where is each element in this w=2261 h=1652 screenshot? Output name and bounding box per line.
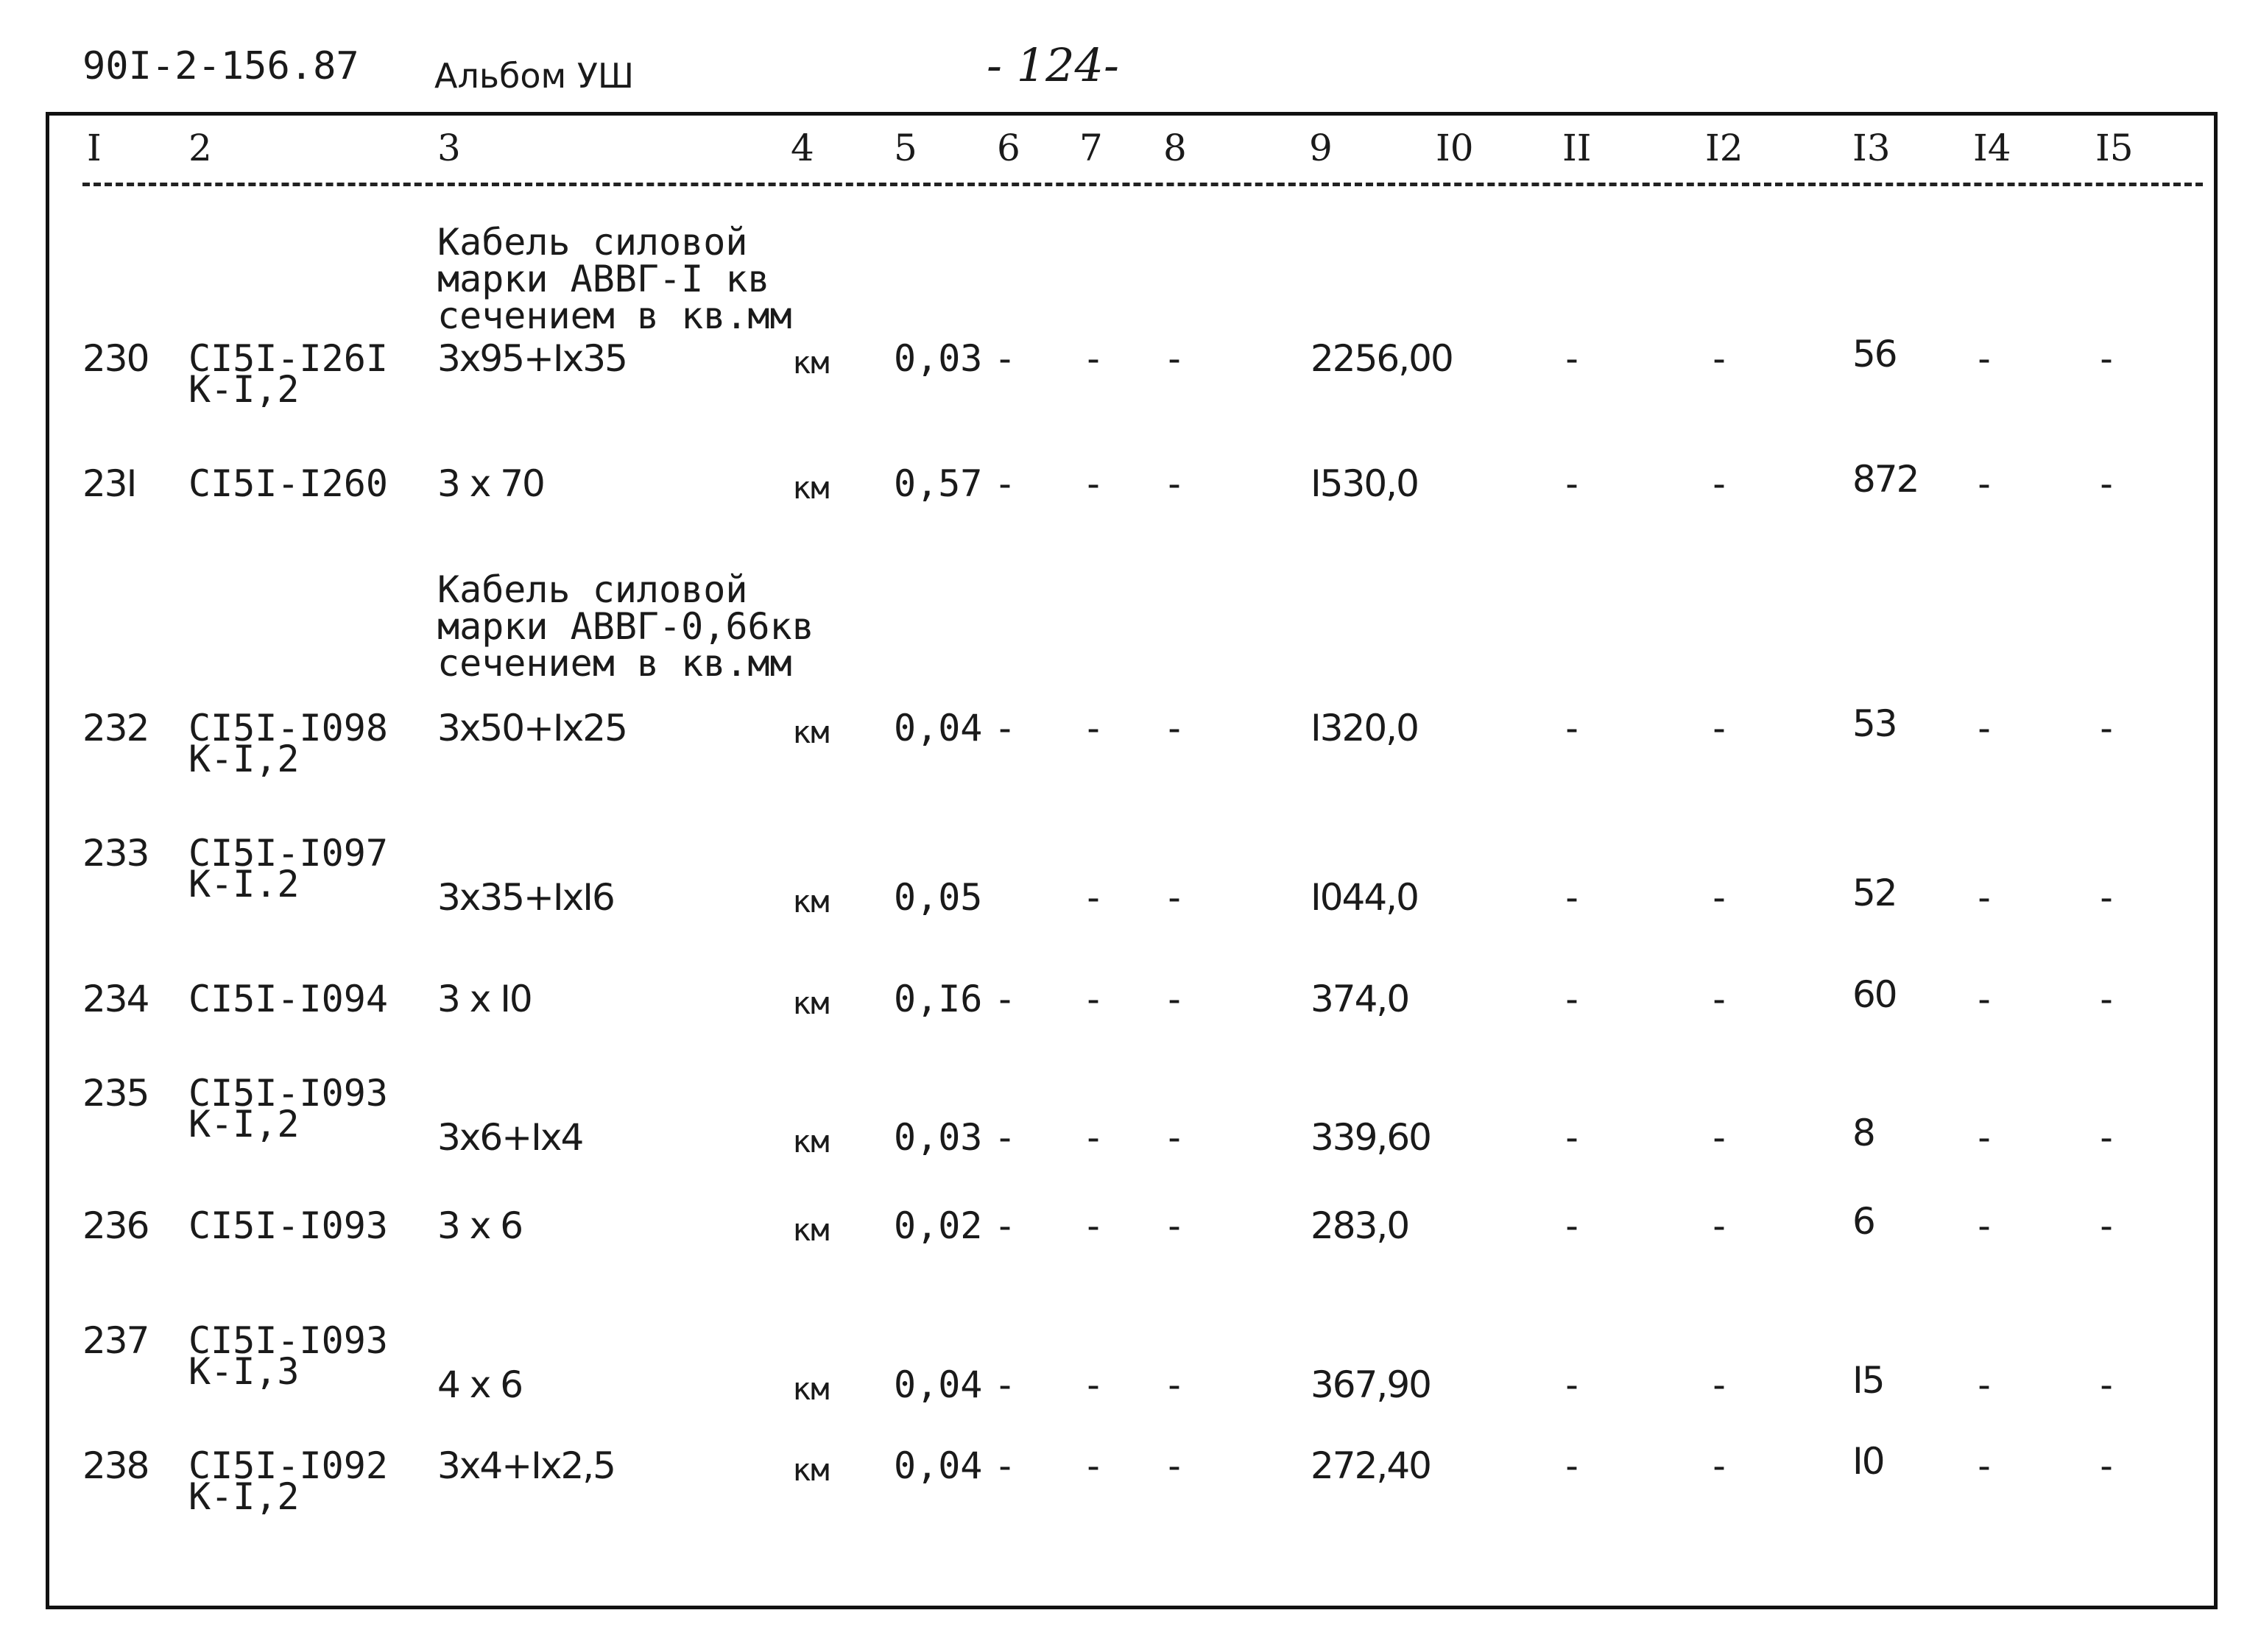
col-header: 9 (1309, 127, 1333, 169)
col7-value: - (1082, 462, 1105, 505)
cable-section: 3 х I0 (437, 978, 532, 1020)
price-value: I044,0 (1311, 876, 1418, 919)
col8-value: - (1163, 1204, 1186, 1247)
col6-value: - (994, 1116, 1017, 1159)
col14-value: - (1973, 1204, 1996, 1247)
col13-value: 56 (1852, 333, 1897, 375)
col14-value: - (1973, 876, 1996, 919)
col12-value: - (1708, 1116, 1731, 1159)
row-number: 230 (82, 337, 149, 380)
col15-value: - (2095, 462, 2118, 505)
price-code: CI5I-I260 (188, 462, 388, 505)
page-number: - 124- (987, 38, 1119, 92)
unit: км (792, 714, 830, 750)
col-header: I2 (1705, 127, 1743, 169)
col12-value: - (1708, 1444, 1731, 1487)
col8-value: - (1163, 462, 1186, 505)
document-code: 90I-2-156.87 (82, 44, 359, 88)
quantity: 0,I6 (894, 978, 983, 1020)
col15-value: - (2095, 876, 2118, 919)
col-header: 4 (791, 127, 814, 169)
col15-value: - (2095, 1444, 2118, 1487)
price-code: CI5I-I098 (188, 707, 388, 749)
col-header: 3 (437, 127, 461, 169)
price-code: CI5I-I094 (188, 978, 388, 1020)
col12-value: - (1708, 1363, 1731, 1406)
col14-value: - (1973, 707, 1996, 749)
col13-value: 53 (1852, 702, 1897, 745)
quantity: 0,04 (894, 1444, 983, 1487)
col11-value: - (1561, 337, 1584, 380)
col11-value: - (1561, 462, 1584, 505)
row-number: 23I (82, 462, 136, 505)
col12-value: - (1708, 462, 1731, 505)
col15-value: - (2095, 1363, 2118, 1406)
price-code-suffix: К-I.2 (188, 863, 300, 906)
col15-value: - (2095, 1116, 2118, 1159)
col7-value: - (1082, 1363, 1105, 1406)
col7-value: - (1082, 978, 1105, 1020)
price-value: I530,0 (1311, 462, 1418, 505)
col14-value: - (1973, 1116, 1996, 1159)
row-number: 232 (82, 707, 149, 749)
price-value: I320,0 (1311, 707, 1418, 749)
row-number: 233 (82, 832, 149, 875)
col11-value: - (1561, 1116, 1584, 1159)
col11-value: - (1561, 1204, 1584, 1247)
row-number: 235 (82, 1072, 149, 1115)
col11-value: - (1561, 1444, 1584, 1487)
price-code: CI5I-I097 (188, 832, 388, 875)
col6-value: - (994, 1204, 1017, 1247)
cable-section: 3 х 70 (437, 462, 544, 505)
col13-value: 6 (1852, 1200, 1874, 1243)
unit: км (792, 985, 830, 1021)
unit: км (792, 345, 830, 381)
col6-value: - (994, 1444, 1017, 1487)
row-number: 238 (82, 1444, 149, 1487)
col14-value: - (1973, 978, 1996, 1020)
quantity: 0,04 (894, 1363, 983, 1406)
col7-value: - (1082, 707, 1105, 749)
price-code: CI5I-I092 (188, 1444, 388, 1487)
col-header: II (1562, 127, 1592, 169)
col6-value: - (994, 1363, 1017, 1406)
col15-value: - (2095, 978, 2118, 1020)
price-value: 283,0 (1311, 1204, 1409, 1247)
col13-value: I0 (1852, 1440, 1884, 1483)
col6-value: - (994, 337, 1017, 380)
col12-value: - (1708, 1204, 1731, 1247)
cable-section: 3х6+Iх4 (437, 1116, 583, 1159)
col8-value: - (1163, 978, 1186, 1020)
quantity: 0,03 (894, 337, 983, 380)
unit: км (792, 1123, 830, 1159)
group-description: Кабель силовой марки АВВГ-0,66кв сечением в кв.мм (437, 568, 814, 685)
col13-value: 60 (1852, 973, 1897, 1016)
col-header: I3 (1852, 127, 1891, 169)
col15-value: - (2095, 337, 2118, 380)
album-label: Альбом УШ (434, 56, 635, 96)
col-header: 6 (997, 127, 1020, 169)
unit: км (792, 883, 830, 919)
col8-value: - (1163, 1363, 1186, 1406)
row-number: 236 (82, 1204, 149, 1247)
row-number: 237 (82, 1319, 149, 1362)
col-header: 8 (1163, 127, 1187, 169)
price-code: CI5I-I26I (188, 337, 388, 380)
price-code: CI5I-I093 (188, 1319, 388, 1362)
col13-value: 872 (1852, 458, 1919, 501)
col-header: I5 (2095, 127, 2134, 169)
col15-value: - (2095, 707, 2118, 749)
col6-value: - (994, 707, 1017, 749)
unit: км (792, 470, 830, 506)
col7-value: - (1082, 1116, 1105, 1159)
col6-value: - (994, 978, 1017, 1020)
price-value: 339,60 (1311, 1116, 1431, 1159)
price-code-suffix: К-I,2 (188, 368, 300, 411)
price-code-suffix: К-I,2 (188, 1103, 300, 1146)
price-value: 272,40 (1311, 1444, 1431, 1487)
col8-value: - (1163, 1444, 1186, 1487)
quantity: 0,02 (894, 1204, 983, 1247)
col8-value: - (1163, 337, 1186, 380)
col6-value: - (994, 462, 1017, 505)
header-divider (82, 183, 2203, 186)
col13-value: 8 (1852, 1112, 1874, 1154)
col12-value: - (1708, 978, 1731, 1020)
col14-value: - (1973, 337, 1996, 380)
cable-section: 3х35+IхI6 (437, 876, 614, 919)
col11-value: - (1561, 707, 1584, 749)
col8-value: - (1163, 876, 1186, 919)
col7-value: - (1082, 1204, 1105, 1247)
col15-value: - (2095, 1204, 2118, 1247)
col-header: 7 (1079, 127, 1103, 169)
price-code: CI5I-I093 (188, 1072, 388, 1115)
col14-value: - (1973, 1444, 1996, 1487)
col-header: 5 (894, 127, 917, 169)
cable-section: 3х95+Iх35 (437, 337, 627, 380)
price-code-suffix: К-I,2 (188, 1475, 300, 1518)
quantity: 0,04 (894, 707, 983, 749)
unit: км (792, 1452, 830, 1488)
cable-section: 3х50+Iх25 (437, 707, 627, 749)
cable-section: 3х4+Iх2,5 (437, 1444, 615, 1487)
col7-value: - (1082, 1444, 1105, 1487)
col11-value: - (1561, 978, 1584, 1020)
price-value: 367,90 (1311, 1363, 1431, 1406)
quantity: 0,57 (894, 462, 983, 505)
col11-value: - (1561, 876, 1584, 919)
col14-value: - (1973, 1363, 1996, 1406)
col8-value: - (1163, 1116, 1186, 1159)
price-code-suffix: К-I,2 (188, 738, 300, 780)
group-description: Кабель силовой марки АВВГ-I кв сечением в кв.мм (437, 221, 792, 337)
quantity: 0,03 (894, 1116, 983, 1159)
col11-value: - (1561, 1363, 1584, 1406)
col13-value: I5 (1852, 1359, 1884, 1402)
cable-section: 4 х 6 (437, 1363, 522, 1406)
col14-value: - (1973, 462, 1996, 505)
col-header: I4 (1973, 127, 2011, 169)
cable-section: 3 х 6 (437, 1204, 522, 1247)
unit: км (792, 1371, 830, 1407)
col7-value: - (1082, 337, 1105, 380)
unit: км (792, 1212, 830, 1248)
price-code-suffix: К-I,3 (188, 1350, 300, 1393)
col7-value: - (1082, 876, 1105, 919)
price-code: CI5I-I093 (188, 1204, 388, 1247)
col-header: I0 (1436, 127, 1474, 169)
col-header: I (87, 127, 102, 169)
col12-value: - (1708, 337, 1731, 380)
price-value: 2256,00 (1311, 337, 1453, 380)
row-number: 234 (82, 978, 149, 1020)
col13-value: 52 (1852, 872, 1897, 914)
col12-value: - (1708, 876, 1731, 919)
quantity: 0,05 (894, 876, 983, 919)
col12-value: - (1708, 707, 1731, 749)
price-value: 374,0 (1311, 978, 1409, 1020)
col-header: 2 (188, 127, 212, 169)
col8-value: - (1163, 707, 1186, 749)
